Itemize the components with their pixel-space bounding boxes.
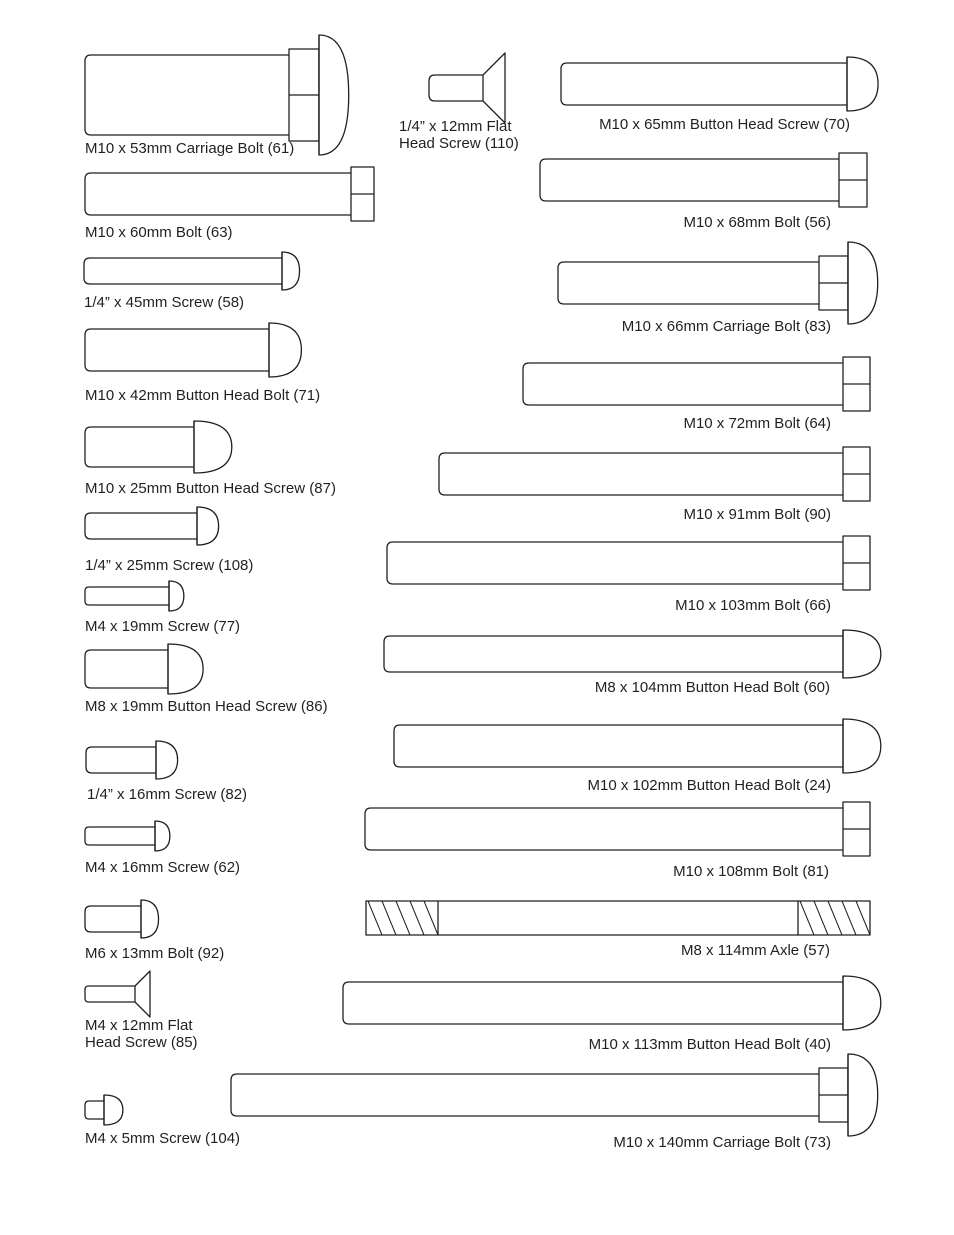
part-77-drawing <box>85 581 184 611</box>
part-64-drawing <box>523 357 870 411</box>
part-77-label: M4 x 19mm Screw (77) <box>85 618 241 635</box>
carriage-dome-head <box>848 1054 878 1136</box>
flat-head <box>135 971 150 1017</box>
shank <box>365 808 843 850</box>
part-24-drawing <box>394 719 881 773</box>
part-61-label: M10 x 53mm Carriage Bolt (61) <box>85 140 295 157</box>
part-70-label: M10 x 65mm Button Head Screw (70) <box>599 116 850 133</box>
part-81-drawing <box>365 802 870 856</box>
part-82-label: 1/4” x 16mm Screw (82) <box>87 786 248 803</box>
part-110-label <box>399 118 519 152</box>
part-57-drawing <box>366 901 870 935</box>
shank <box>561 63 847 105</box>
shank <box>85 329 269 371</box>
button-head <box>156 741 178 779</box>
part-110-drawing <box>429 53 505 123</box>
part-60-drawing <box>384 630 881 678</box>
carriage-dome-head <box>319 35 349 155</box>
part-60-label: M8 x 104mm Button Head Bolt (60) <box>594 679 830 696</box>
part-71-label: M10 x 42mm Button Head Bolt (71) <box>85 387 321 404</box>
button-head <box>847 57 878 111</box>
shank <box>231 1074 819 1116</box>
part-86-drawing <box>85 644 203 694</box>
part-71-drawing <box>85 323 301 377</box>
part-83-label: M10 x 66mm Carriage Bolt (83) <box>621 318 831 335</box>
part-62-drawing <box>85 821 170 851</box>
shank <box>439 453 843 495</box>
button-head <box>168 644 203 694</box>
label-line: 1/4” x 12mm Flat <box>399 118 512 135</box>
part-87-label: M10 x 25mm Button Head Screw (87) <box>85 480 336 497</box>
shank <box>85 173 351 215</box>
shank <box>558 262 819 304</box>
shank <box>84 258 282 284</box>
part-92-label: M6 x 13mm Bolt (92) <box>85 945 225 962</box>
part-70-drawing <box>561 57 878 111</box>
button-head <box>843 976 881 1030</box>
shank <box>394 725 843 767</box>
label-line: Head Screw (85) <box>85 1034 198 1051</box>
part-40-drawing <box>343 976 881 1030</box>
shank <box>85 55 289 135</box>
shank <box>85 427 194 467</box>
part-90-label: M10 x 91mm Bolt (90) <box>683 506 831 523</box>
part-64-label: M10 x 72mm Bolt (64) <box>683 415 831 432</box>
part-63-drawing <box>85 167 374 221</box>
part-73-drawing <box>231 1054 878 1136</box>
shank <box>429 75 483 101</box>
shank <box>85 587 169 605</box>
shank <box>523 363 843 405</box>
button-head <box>843 719 881 773</box>
shank <box>85 986 135 1002</box>
part-56-label: M10 x 68mm Bolt (56) <box>683 214 831 231</box>
shank <box>384 636 843 672</box>
shank <box>85 827 155 845</box>
label-line: M4 x 12mm Flat <box>85 1017 193 1034</box>
shank <box>387 542 843 584</box>
button-head <box>104 1095 123 1125</box>
part-86-label: M8 x 19mm Button Head Screw (86) <box>85 698 328 715</box>
part-85-drawing <box>85 971 150 1017</box>
shank <box>86 747 156 773</box>
flat-head <box>483 53 505 123</box>
shank <box>85 513 197 539</box>
button-head <box>169 581 184 611</box>
carriage-dome-head <box>848 242 878 324</box>
button-head <box>197 507 219 545</box>
shank <box>85 906 141 932</box>
button-head <box>843 630 881 678</box>
button-head <box>141 900 159 938</box>
shank <box>85 650 168 688</box>
part-56-drawing <box>540 153 867 207</box>
part-108-drawing <box>85 507 219 545</box>
part-82-drawing <box>86 741 178 779</box>
button-head <box>155 821 170 851</box>
part-40-label: M10 x 113mm Button Head Bolt (40) <box>588 1036 831 1053</box>
button-head <box>194 421 232 473</box>
part-108-label: 1/4” x 25mm Screw (108) <box>85 557 254 574</box>
axle-body <box>366 901 870 935</box>
part-92-drawing <box>85 900 159 938</box>
shank <box>343 982 843 1024</box>
button-head <box>282 252 300 290</box>
part-58-drawing <box>84 252 300 290</box>
part-62-label: M4 x 16mm Screw (62) <box>85 859 241 876</box>
part-90-drawing <box>439 447 870 501</box>
part-63-label: M10 x 60mm Bolt (63) <box>85 224 233 241</box>
shank <box>540 159 839 201</box>
part-104-label: M4 x 5mm Screw (104) <box>85 1130 241 1147</box>
part-87-drawing <box>85 421 232 473</box>
part-104-drawing <box>85 1095 123 1125</box>
part-73-label: M10 x 140mm Carriage Bolt (73) <box>613 1134 831 1151</box>
shank <box>85 1101 104 1119</box>
part-83-drawing <box>558 242 878 324</box>
part-85-label <box>85 1017 198 1051</box>
part-24-label: M10 x 102mm Button Head Bolt (24) <box>587 777 831 794</box>
part-66-label: M10 x 103mm Bolt (66) <box>675 597 831 614</box>
part-66-drawing <box>387 536 870 590</box>
part-81-label: M10 x 108mm Bolt (81) <box>673 863 829 880</box>
button-head <box>269 323 301 377</box>
part-58-label: 1/4” x 45mm Screw (58) <box>84 294 245 311</box>
part-61-drawing <box>85 35 349 155</box>
part-57-label: M8 x 114mm Axle (57) <box>681 942 830 959</box>
label-line: Head Screw (110) <box>399 135 519 152</box>
